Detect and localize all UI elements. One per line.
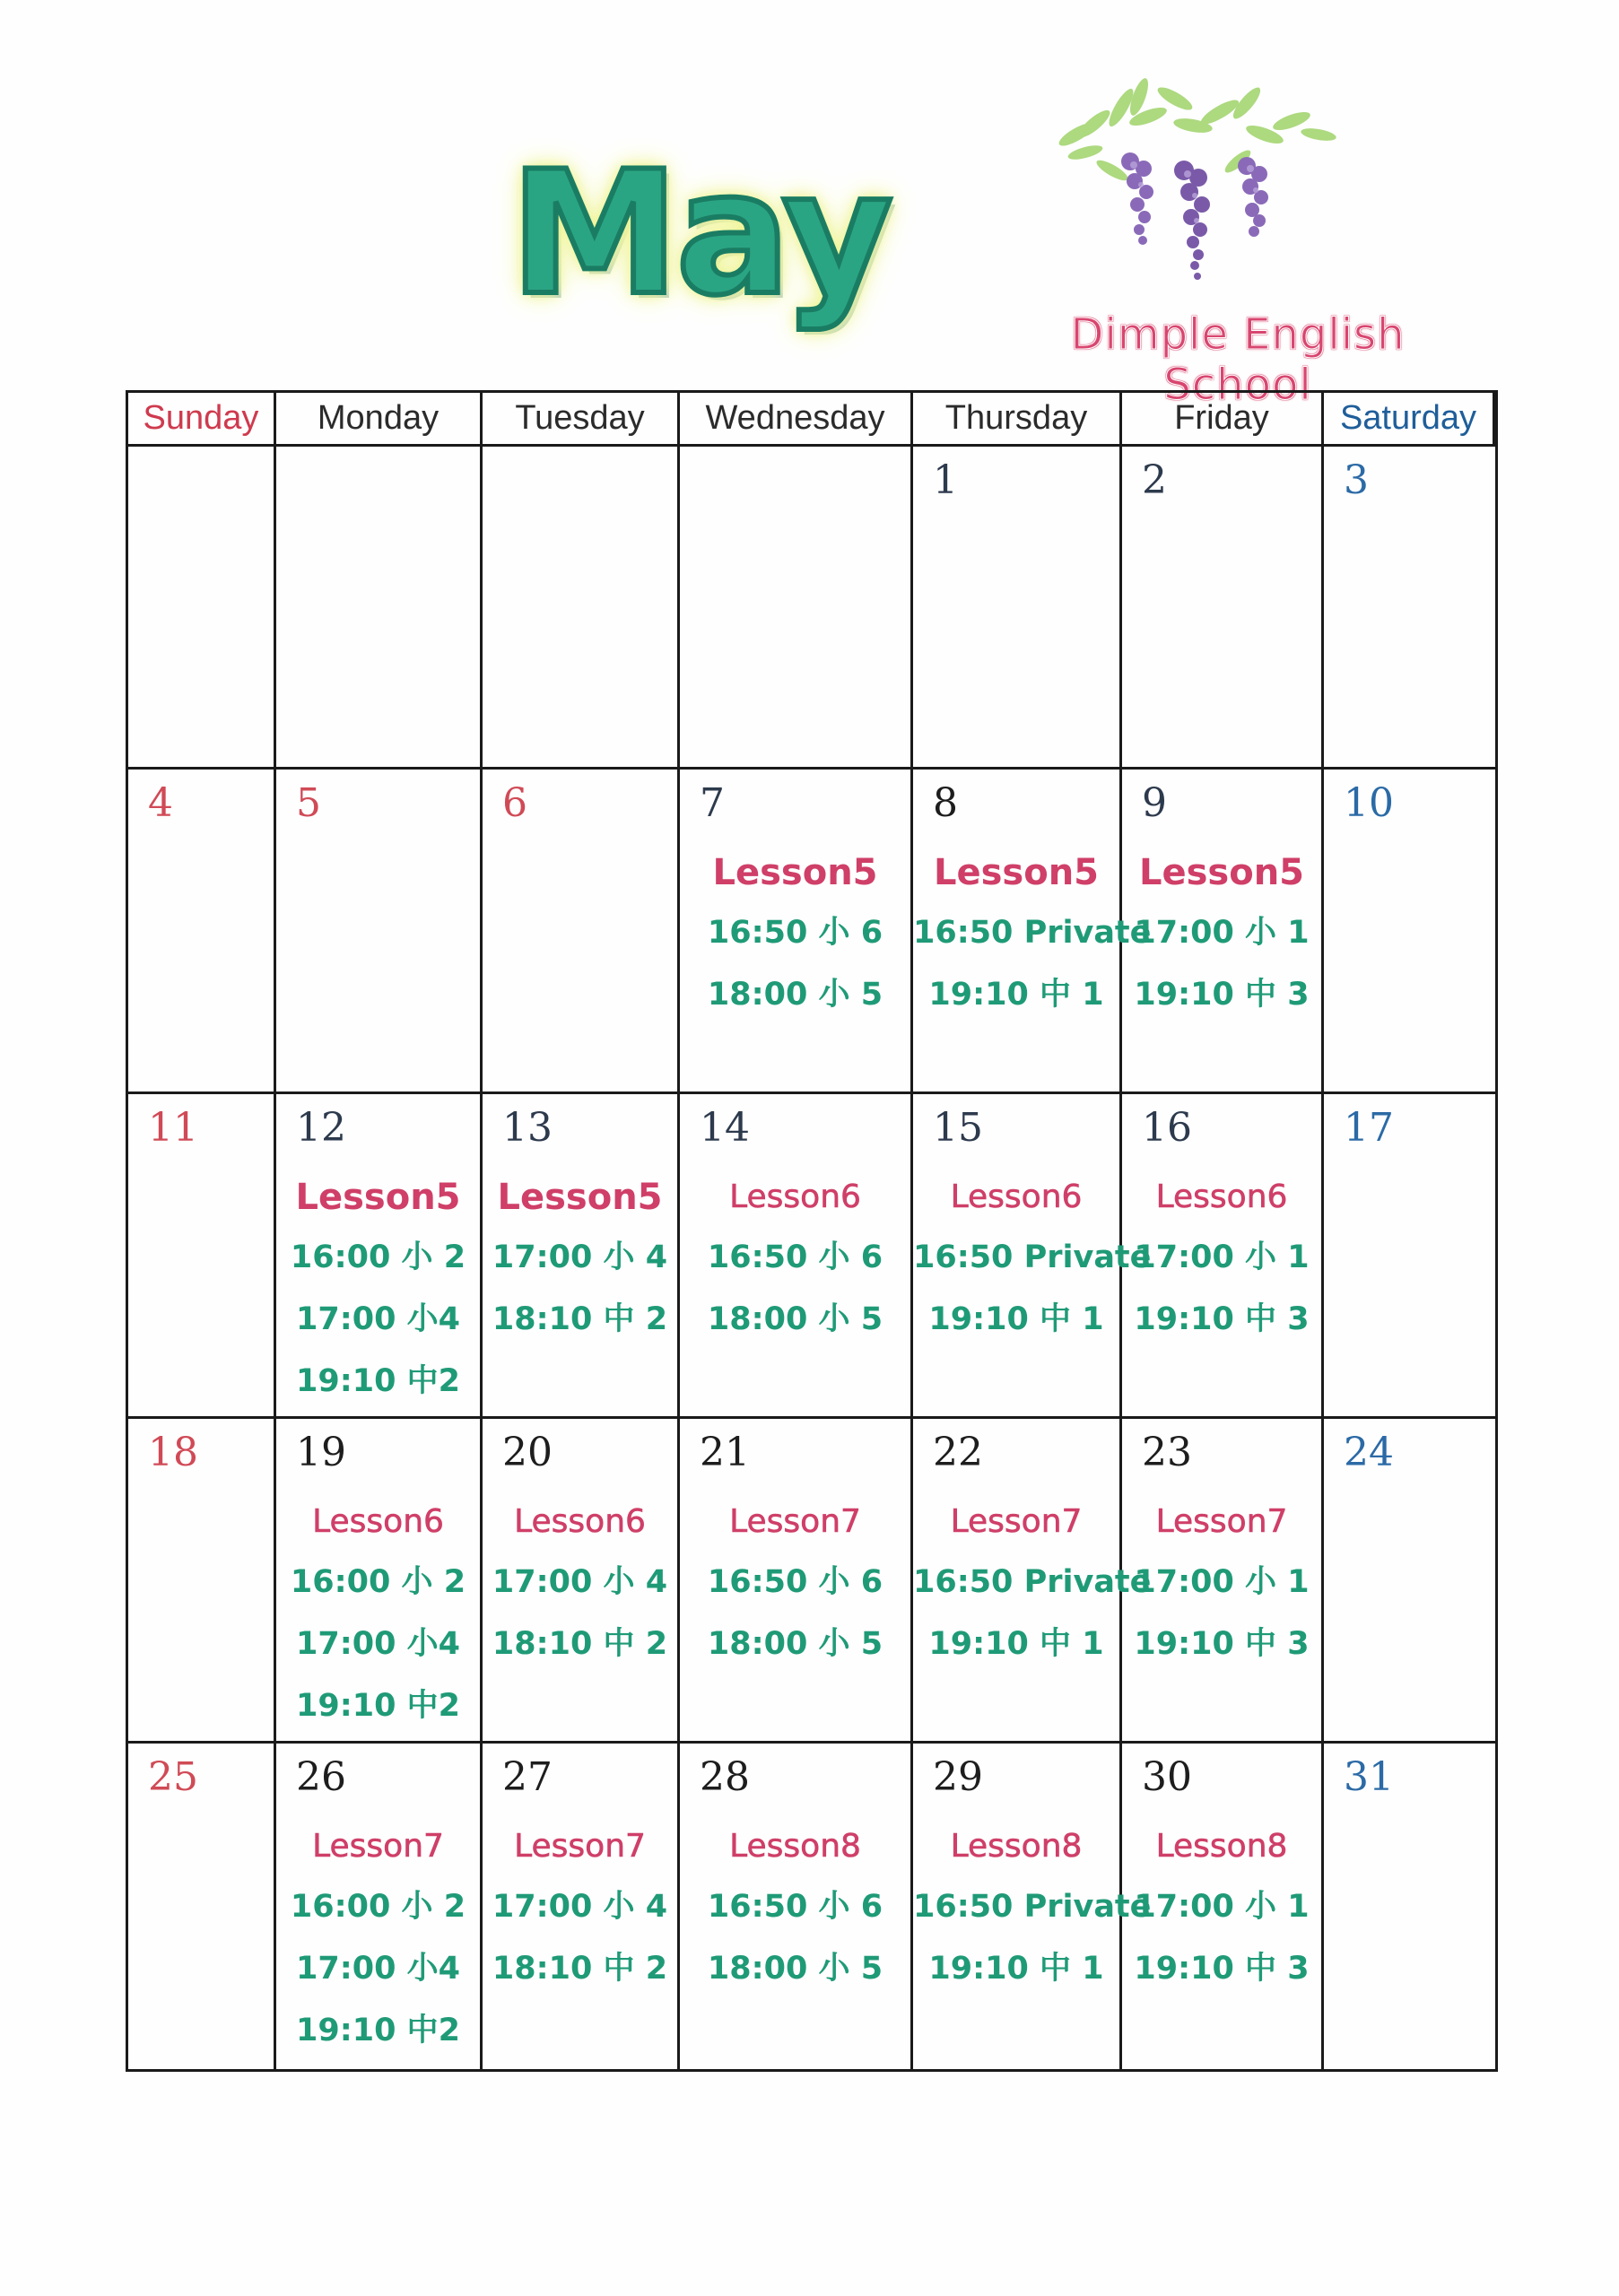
calendar-day-cell [1122,447,1324,770]
day-number: 22 [933,1430,983,1475]
day-number: 15 [933,1105,983,1151]
day-number: 29 [933,1754,983,1800]
calendar-day-cell [128,447,276,770]
class-time-slot: 18:10 中 2 [492,1301,668,1337]
calendar-day-cell [483,770,680,1094]
calendar-grid [126,390,1498,2072]
calendar-day-cell [128,1419,276,1744]
month-title: May [509,134,890,333]
day-schedule [483,1168,677,1351]
calendar-day-cell [680,770,913,1094]
class-time-slot: 16:50 小 6 [707,1564,883,1600]
class-time-slot: 16:00 小 2 [290,1889,466,1925]
weekday-header-wednesday: Wednesday [680,393,913,447]
day-schedule [913,843,1152,1026]
lesson-label: Lesson8 [950,1828,1083,1865]
lesson-label: Lesson6 [514,1503,646,1540]
lesson-label: Lesson7 [950,1503,1083,1540]
class-time-slot: 18:10 中 2 [492,1951,668,1987]
lesson-label: Lesson6 [729,1178,861,1215]
class-time-slot: 16:50 小 6 [707,915,883,951]
day-schedule [276,1817,480,2062]
class-time-slot: 17:00 小 1 [1134,1239,1310,1275]
day-schedule [276,1168,480,1413]
calendar-day-cell [1324,1744,1495,2069]
class-time-slot: 19:10 中2 [296,1363,460,1399]
calendar-day-cell [1122,770,1324,1094]
class-time-slot: 17:00 小 1 [1134,1564,1310,1600]
lesson-label: Lesson5 [295,1177,461,1218]
calendar-day-cell [680,1744,913,2069]
class-time-slot: 18:00 小 5 [707,1626,883,1662]
day-number: 31 [1344,1754,1394,1800]
class-time-slot: 16:00 小 2 [290,1564,466,1600]
class-time-slot: 19:10 中 1 [928,1626,1104,1662]
day-schedule [680,1492,910,1675]
day-number: 4 [148,780,173,826]
day-schedule [913,1817,1152,2000]
day-number: 17 [1344,1105,1394,1151]
calendar-day-cell [680,1094,913,1419]
class-time-slot: 16:50 小 6 [707,1239,883,1275]
day-schedule [1122,843,1321,1026]
class-time-slot: 16:50 Private [913,1564,1152,1600]
class-time-slot: 16:50 Private [913,1239,1152,1275]
day-schedule [1122,1492,1321,1675]
calendar-day-cell [1122,1094,1324,1419]
day-number: 30 [1142,1754,1192,1800]
calendar-day-cell [276,1094,483,1419]
lesson-label: Lesson5 [712,852,878,893]
class-time-slot: 17:00 小 1 [1134,1889,1310,1925]
class-time-slot: 16:00 小 2 [290,1239,466,1275]
calendar-day-cell [128,1744,276,2069]
calendar-day-cell [483,1419,680,1744]
day-schedule [1122,1168,1321,1351]
calendar-day-cell [1324,1094,1495,1419]
day-number: 3 [1344,457,1369,503]
day-schedule [680,843,910,1026]
school-name: Dimple English School [1070,309,1406,410]
calendar-day-cell [483,447,680,770]
class-time-slot: 17:00 小4 [296,1626,460,1662]
day-number: 8 [933,780,958,826]
day-number: 21 [700,1430,750,1475]
day-number: 14 [700,1105,750,1151]
weekday-header-monday: Monday [276,393,483,447]
calendar-day-cell [276,1744,483,2069]
calendar-day-cell [483,1094,680,1419]
class-time-slot: 19:10 中 3 [1134,1301,1310,1337]
day-number: 23 [1142,1430,1192,1475]
day-schedule [483,1817,677,2000]
day-schedule [1122,1817,1321,2000]
lesson-label: Lesson8 [1155,1828,1288,1865]
class-time-slot: 16:50 小 6 [707,1889,883,1925]
day-number: 5 [296,780,321,826]
day-number: 9 [1142,780,1167,826]
calendar-day-cell [680,447,913,770]
class-time-slot: 17:00 小4 [296,1951,460,1987]
lesson-label: Lesson7 [514,1828,646,1865]
calendar-day-cell [128,1094,276,1419]
class-time-slot: 19:10 中2 [296,1688,460,1724]
class-time-slot: 18:10 中 2 [492,1626,668,1662]
class-time-slot: 19:10 中 3 [1134,1626,1310,1662]
day-schedule [913,1168,1152,1351]
class-time-slot: 18:00 小 5 [707,977,883,1013]
day-number: 20 [502,1430,553,1475]
calendar-day-cell [680,1419,913,1744]
day-number: 12 [296,1105,346,1151]
calendar-day-cell [276,770,483,1094]
class-time-slot: 19:10 中 1 [928,1951,1104,1987]
lesson-label: Lesson6 [950,1178,1083,1215]
lesson-label: Lesson6 [312,1503,444,1540]
calendar-day-cell [913,1419,1152,1744]
weekday-header-friday: Friday [1122,393,1324,447]
class-time-slot: 17:00 小 4 [492,1889,668,1925]
calendar-day-cell [913,1744,1152,2069]
calendar-day-cell [913,447,1122,770]
weekday-header-thursday: Thursday [913,393,1122,447]
class-time-slot: 17:00 小 4 [492,1564,668,1600]
day-number: 16 [1142,1105,1192,1151]
calendar-day-cell [276,447,483,770]
class-time-slot: 19:10 中 3 [1134,1951,1310,1987]
calendar-day-cell [913,1094,1152,1419]
day-number: 7 [700,780,725,826]
day-number: 18 [148,1430,198,1475]
lesson-label: Lesson7 [1155,1503,1288,1540]
class-time-slot: 18:00 小 5 [707,1301,883,1337]
calendar-day-cell [128,770,276,1094]
day-schedule [913,1492,1152,1675]
day-number: 28 [700,1754,750,1800]
weekday-header-sunday: Sunday [128,393,276,447]
calendar-day-cell [1324,770,1495,1094]
calendar-day-cell [1324,1419,1495,1744]
day-number: 24 [1344,1430,1394,1475]
day-number: 2 [1142,457,1167,503]
day-number: 1 [933,457,958,503]
day-number: 11 [148,1105,198,1151]
lesson-label: Lesson7 [729,1503,861,1540]
day-schedule [680,1817,910,2000]
day-schedule [483,1492,677,1675]
calendar-day-cell [1324,447,1495,770]
wisteria-flower-illustration [1058,72,1345,314]
day-schedule [276,1492,480,1737]
lesson-label: Lesson5 [933,852,1100,893]
class-time-slot: 17:00 小4 [296,1301,460,1337]
day-schedule [680,1168,910,1351]
day-number: 6 [502,780,527,826]
class-time-slot: 17:00 小 1 [1134,915,1310,951]
day-number: 27 [502,1754,553,1800]
lesson-label: Lesson8 [729,1828,861,1865]
class-time-slot: 19:10 中 1 [928,1301,1104,1337]
calendar-day-cell [913,770,1152,1094]
day-number: 25 [148,1754,198,1800]
weekday-header-saturday: Saturday [1324,393,1495,447]
class-time-slot: 17:00 小 4 [492,1239,668,1275]
day-number: 26 [296,1754,346,1800]
calendar-day-cell [276,1419,483,1744]
lesson-label: Lesson5 [497,1177,663,1218]
lesson-label: Lesson6 [1155,1178,1288,1215]
calendar-day-cell [483,1744,680,2069]
day-number: 19 [296,1430,346,1475]
lesson-label: Lesson5 [1138,852,1305,893]
weekday-header-tuesday: Tuesday [483,393,680,447]
lesson-label: Lesson7 [312,1828,444,1865]
class-time-slot: 19:10 中2 [296,2013,460,2048]
class-time-slot: 16:50 Private [913,1889,1152,1925]
calendar-day-cell [1122,1419,1324,1744]
class-time-slot: 19:10 中 3 [1134,977,1310,1013]
class-time-slot: 19:10 中 1 [928,977,1104,1013]
class-time-slot: 18:00 小 5 [707,1951,883,1987]
day-number: 10 [1344,780,1394,826]
class-time-slot: 16:50 Private [913,915,1152,951]
day-number: 13 [502,1105,553,1151]
calendar-day-cell [1122,1744,1324,2069]
